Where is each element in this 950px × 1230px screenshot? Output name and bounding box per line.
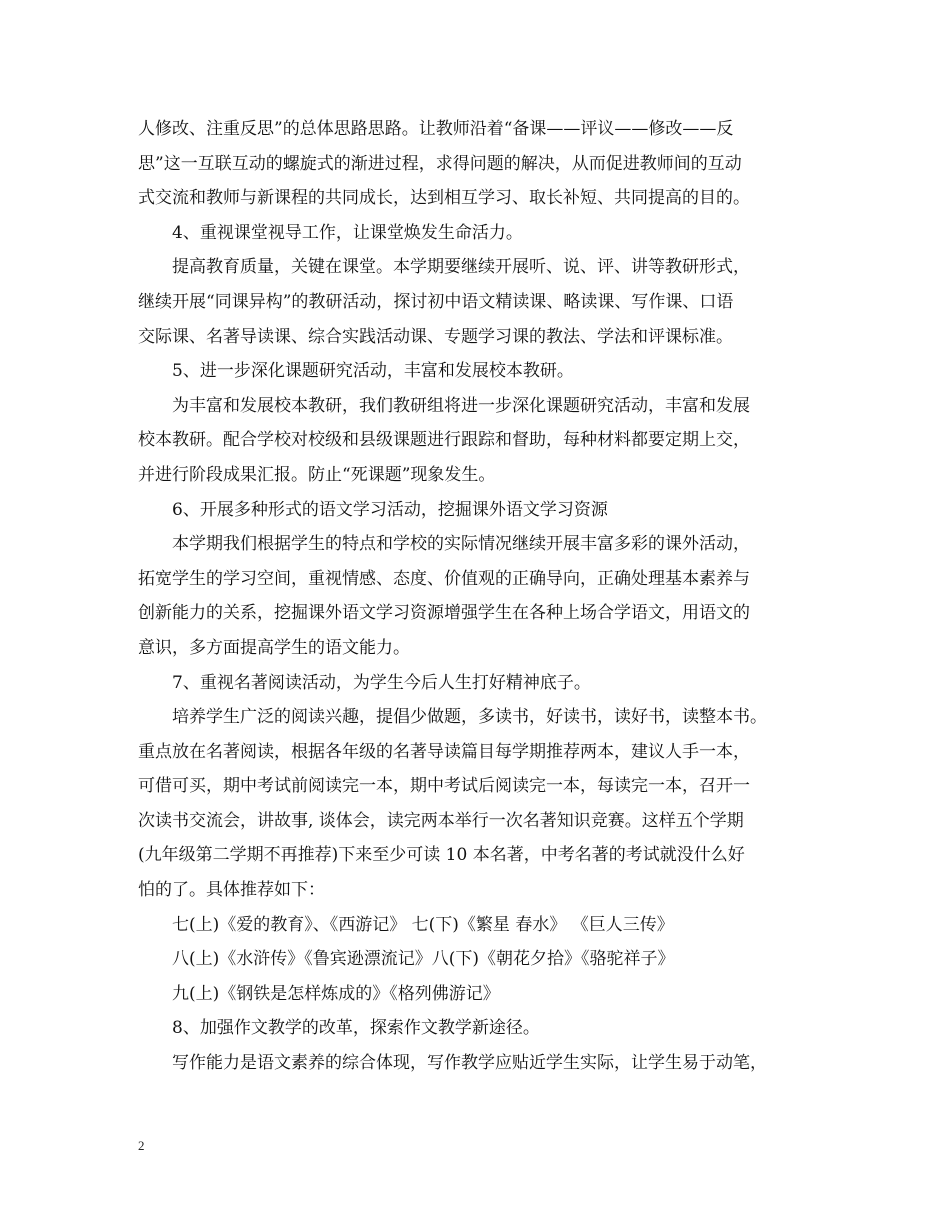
text-line: 怕的了。具体推荐如下： [138,880,325,901]
text-line: 7、重视名著阅读活动，为学生今后人生打好精神底子。 [172,672,591,693]
document-body [138,112,822,1081]
text-line: 校本教研。配合学校对校级和县级课题进行跟踪和督助，每种材料都要定期上交， [138,430,750,451]
text-line: 式交流和教师与新课程的共同成长，达到相互学习、取长补短、共同提高的目的。 [138,188,750,209]
text-line: 为丰富和发展校本教研，我们教研组将进一步深化课题研究活动，丰富和发展 [172,395,750,416]
text-line: 继续开展“同课异构”的教研活动，探讨初中语文精读课、略读课、写作课、口语 [138,291,734,312]
text-line: 七(上)《爱的教育》、《西游记》 七(下)《繁星 春水》 《巨人三传》 [172,914,674,935]
text-line: 创新能力的关系，挖掘课外语文学习资源增强学生在各种上场合学语文，用语文的 [138,603,750,624]
text-line: 4、重视课堂视导工作，让课堂焕发生命活力。 [172,222,523,243]
text-line: 意识，多方面提高学生的语文能力。 [138,637,410,658]
text-line: 6、开展多种形式的语文学习活动，挖掘课外语文学习资源 [172,499,608,520]
text-line: 5、进一步深化课题研究活动，丰富和发展校本教研。 [172,361,574,382]
text-line: 并进行阶段成果汇报。防止“死课题”现象发生。 [138,464,496,485]
text-line: 提高教育质量，关键在课堂。本学期要继续开展听、说、评、讲等教研形式， [172,257,750,278]
text-line: 拓宽学生的学习空间，重视情感、态度、价值观的正确导向，正确处理基本素养与 [138,568,750,589]
text-line: 交际课、名著导读课、综合实践活动课、专题学习课的教法、学法和评课标准。 [138,326,733,347]
text-line: 重点放在名著阅读，根据各年级的名著导读篇目每学期推荐两本，建议人手一本， [138,741,750,762]
text-line: 人修改、注重反思”的总体思路思路。让教师沿着“备课——评议——修改——反 [138,119,734,139]
text-line: 培养学生广泛的阅读兴趣，提倡少做题，多读书，好读书，读好书，读整本书。 [172,707,767,728]
text-line: 九(上)《钢铁是怎样炼成的》《格列佛游记》 [172,983,500,1004]
text-line: (九年级第二学期不再推荐)下来至少可读 10 本名著，中考名著的考试就没什么好 [138,845,745,866]
page-number: 2 [138,1138,145,1153]
text-line: 八(上)《水浒传》《鲁宾逊漂流记》八(下)《朝花夕拾》《骆驼祥子》 [172,949,675,970]
text-line: 写作能力是语文素养的综合体现，写作教学应贴近学生实际，让学生易于动笔， [172,1053,767,1074]
text-line: 可借可买，期中考试前阅读完一本，期中考试后阅读完一本，每读完一本，召开一 [138,776,750,797]
text-line: 8、加强作文教学的改革，探索作文教学新途径。 [172,1018,540,1039]
text-line: 思”这一互联互动的螺旋式的渐进过程，求得问题的解决，从而促进教师间的互动 [138,153,742,174]
text-line: 本学期我们根据学生的特点和学校的实际情况继续开展丰富多彩的课外活动， [172,534,750,555]
text-line: 次读书交流会，讲故事, 谈体会，读完两本举行一次名著知识竞赛。这样五个学期 [138,810,744,831]
